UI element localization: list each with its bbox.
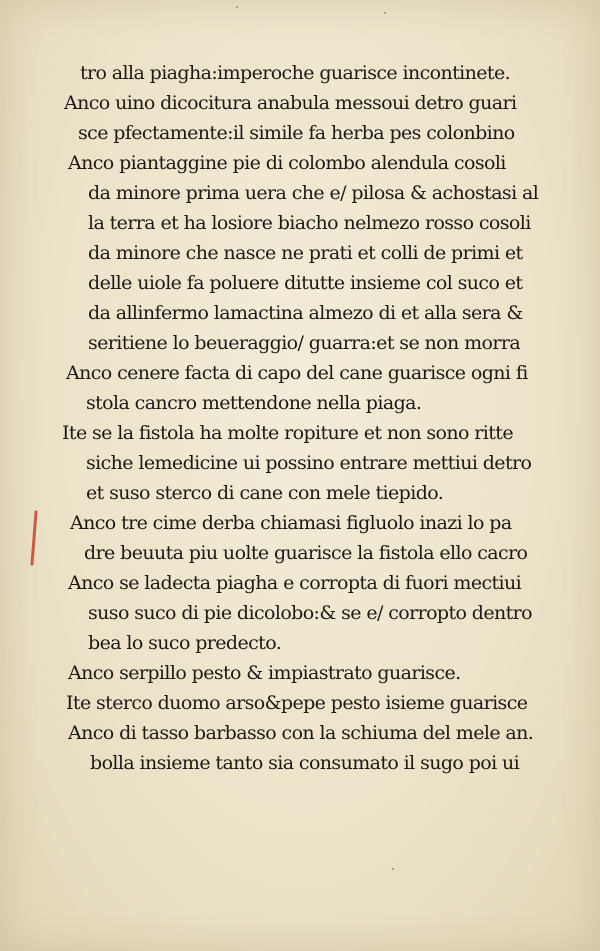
text-line: Anco di tasso barbasso con la schiuma del mele an.: [68, 722, 534, 744]
paper-speck: [384, 12, 386, 14]
text-line: da minore che nasce ne prati et colli de primi et: [88, 242, 523, 264]
text-line: siche lemedicine ui possino entrare mettiui detro: [86, 452, 532, 474]
text-line: Ite sterco duomo arso&pepe pesto isieme guarisce: [66, 692, 528, 714]
text-line: delle uiole fa poluere ditutte insieme col suco et: [88, 272, 523, 294]
text-line: Anco cenere facta di capo del cane guarisce ogni fi: [66, 362, 528, 384]
text-line: Anco uino dicocitura anabula messoui detro guari: [64, 92, 517, 114]
paper-speck: [392, 868, 394, 870]
text-line: Anco se ladecta piagha e corropta di fuori mectiui: [68, 572, 522, 594]
text-line: bea lo suco predecto.: [88, 632, 282, 654]
text-line: suso suco di pie dicolobo:& se e/ corropto dentro: [88, 602, 532, 624]
text-line: da minore prima uera che e/ pilosa & achostasi al: [88, 182, 539, 204]
text-line: Anco serpillo pesto & impiastrato guarisce.: [68, 662, 461, 684]
text-line: Anco piantaggine pie di colombo alendula cosoli: [68, 152, 506, 174]
text-line: sce pfectamente:il simile fa herba pes colonbino: [78, 122, 515, 144]
text-line: dre beuuta piu uolte guarisce la fistola ello cacro: [84, 542, 528, 564]
text-line: la terra et ha losiore biacho nelmezo rosso cosoli: [88, 212, 531, 234]
red-margin-mark: [30, 510, 38, 566]
text-line: et suso sterco di cane con mele tiepido.: [86, 482, 444, 504]
text-line: Ite se la fistola ha molte ropiture et non sono ritte: [62, 422, 513, 444]
paper-speck: [236, 6, 238, 8]
text-line: seritiene lo beueraggio/ guarra:et se non morra: [88, 332, 521, 354]
text-line: da allinfermo lamactina almezo di et alla sera &: [88, 302, 523, 324]
text-line: stola cancro mettendone nella piaga.: [86, 392, 422, 414]
text-line: tro alla piagha:imperoche guarisce incontinete.: [80, 62, 511, 84]
text-line: bolla insieme tanto sia consumato il sugo poi ui: [90, 752, 520, 774]
text-line: Anco tre cime derba chiamasi figluolo inazi lo pa: [70, 512, 512, 534]
